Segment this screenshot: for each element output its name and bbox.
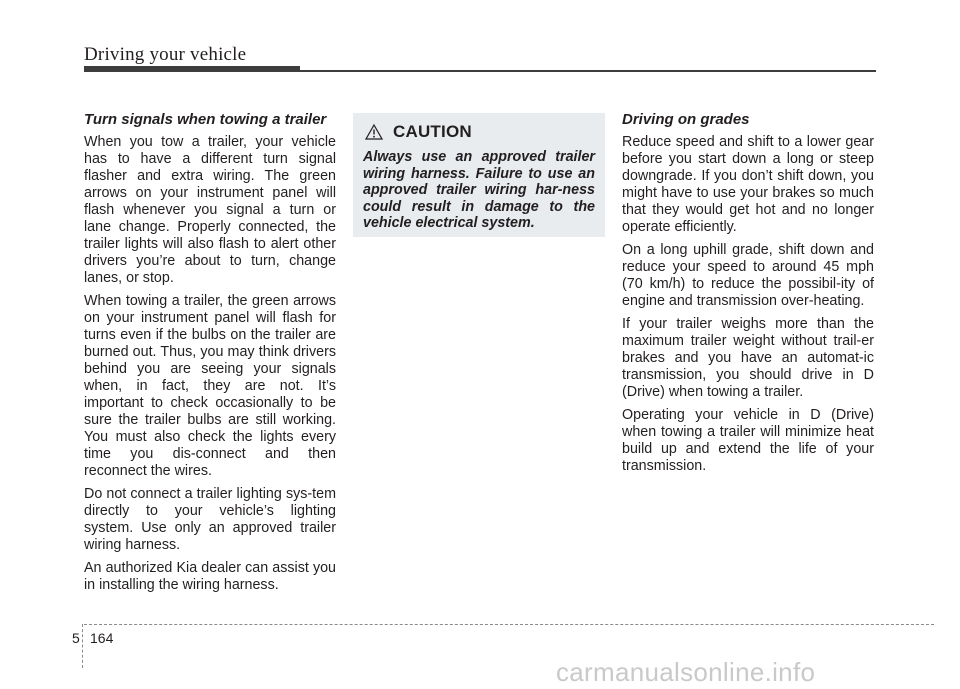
right-column — [622, 108, 874, 481]
header-rule — [300, 70, 876, 72]
chapter-number: 5 — [72, 630, 80, 646]
caution-title: CAUTION — [393, 122, 472, 141]
caution-text: Always use an approved trailer wiring harness. Failure to use an approved trailer wiring har-ness could result in damage to the vehicle electrical system. — [363, 149, 595, 231]
section-heading-grades: Driving on grades — [622, 111, 750, 128]
footer-divider — [82, 624, 83, 668]
left-column — [84, 108, 336, 600]
paragraph: Do not connect a trailer lighting sys-tem directly to your vehicle’s lighting system. Use only an approved trailer wiring harness. — [84, 486, 336, 553]
warning-triangle-icon — [365, 124, 383, 140]
paragraph: Operating your vehicle in D (Drive) when towing a trailer will minimize heat build up and extend the life of your transmission. — [622, 407, 874, 474]
caution-header — [363, 121, 595, 143]
paragraph: An authorized Kia dealer can assist you in installing the wiring harness. — [84, 560, 336, 593]
page-number: 164 — [90, 630, 114, 646]
section-heading-turn-signals: Turn signals when towing a trailer — [84, 111, 327, 128]
paragraph: When you tow a trailer, your vehicle has to have a different turn signal flasher and extra wiring. The green arrows on your instrument panel will flash whenever you signal a turn or lane change. Properly connected, the trailer lights will also flash to alert other drivers you’re about to turn, change lanes, or stop. — [84, 134, 336, 286]
footer-rule — [84, 624, 934, 625]
header-bar — [84, 66, 300, 72]
paragraph: Reduce speed and shift to a lower gear before you start down a long or steep downgrade. If you don’t shift down, you might have to use your brakes so much that they would get hot and no longer operate efficiently. — [622, 134, 874, 235]
paragraph: When towing a trailer, the green arrows on your instrument panel will flash for turns even if the bulbs on the trailer are burned out. Thus, you may think drivers behind you are seeing your signals when, in fact, they are not. It’s important to check occasionally to be sure the trailer bulbs are still working. You must also check the lights every time you dis-connect and then reconnect the wires. — [84, 293, 336, 479]
watermark: carmanualsonline.info — [556, 657, 816, 687]
paragraph: If your trailer weighs more than the maximum trailer weight without trail-er brakes and you have an automat-ic transmission, you should drive in D (Drive) when towing a trailer. — [622, 316, 874, 400]
caution-box — [353, 113, 605, 237]
page-title: Driving your vehicle — [84, 44, 247, 65]
paragraph: On a long uphill grade, shift down and reduce your speed to around 45 mph (70 km/h) to reduce the possibil-ity of engine and transmission over-heating. — [622, 242, 874, 309]
